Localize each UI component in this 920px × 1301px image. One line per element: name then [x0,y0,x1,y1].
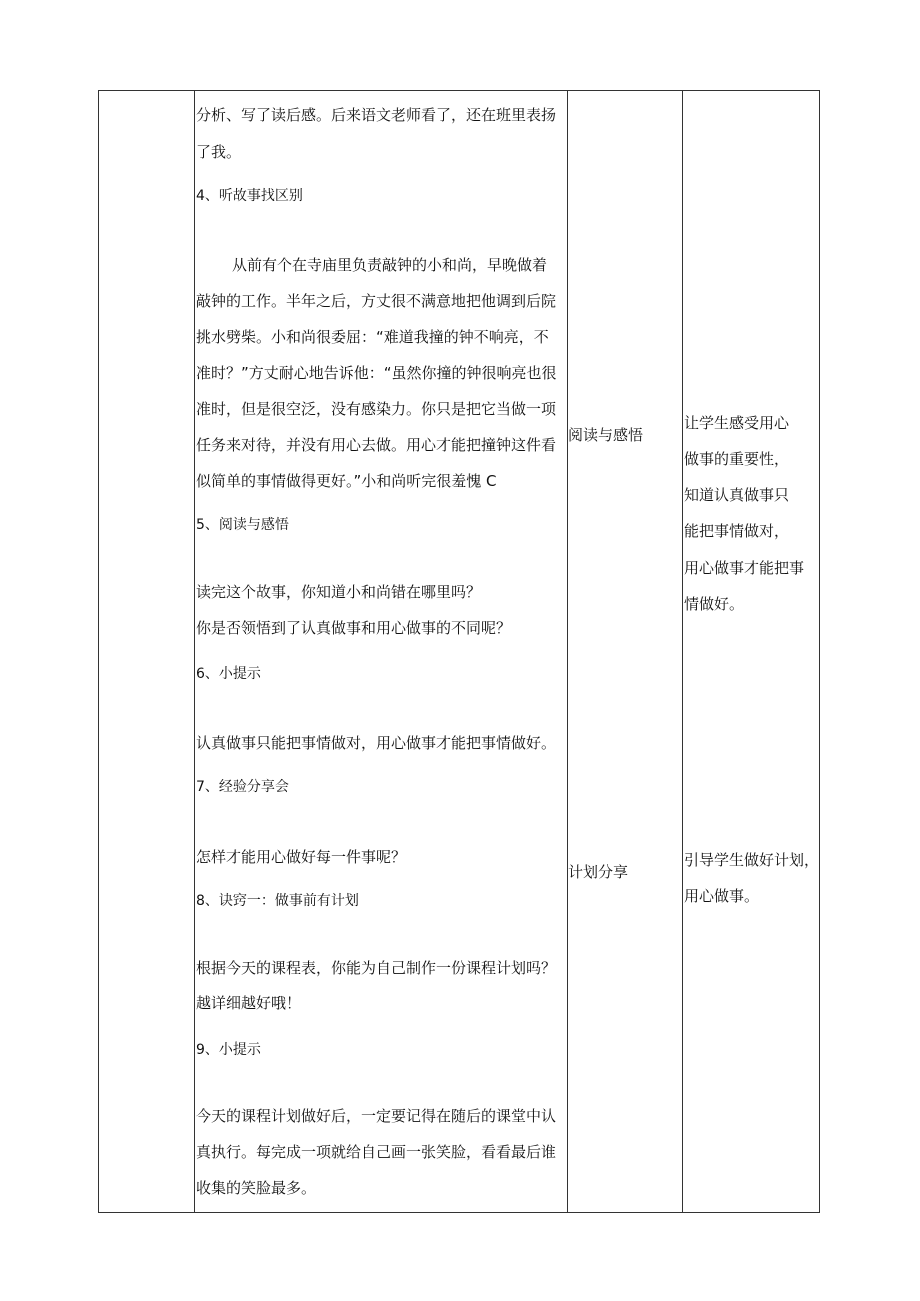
column-divider [682,91,683,1212]
content-line: 真执行。每完成一项就给自己画一张笑脸，看看最后谁 [196,1143,557,1161]
activity-label: 计划分享 [568,863,629,881]
content-line: 认真做事只能把事情做对，用心做事才能把事情做好。 [196,734,557,752]
content-line: 准时，但是很空泛，没有感染力。你只是把它当做一项 [196,400,557,418]
column-divider [194,91,195,1212]
intent-line: 能把事情做对， [684,522,790,540]
content-line: 怎样才能用心做好每一件事呢？ [196,848,407,866]
content-line: 根据今天的课程表，你能为自己制作一份课程计划吗？ [196,959,557,977]
content-line: 敲钟的工作。半年之后，方丈很不满意地把他调到后院 [196,292,557,310]
content-line: 今天的课程计划做好后，一定要记得在随后的课堂中认 [196,1107,557,1125]
activity-label: 阅读与感悟 [568,426,644,444]
student-activity-cell [568,91,681,1212]
section-heading: 6、小提示 [196,666,261,682]
content-line: 越详细越好哦！ [196,994,302,1012]
section-heading: 7、经验分享会 [196,779,289,795]
content-line: 你是否领悟到了认真做事和用心做事的不同呢？ [196,619,512,637]
design-intent-cell [684,91,819,1212]
empty-cell [99,91,194,1212]
content-line: 准时？”方丈耐心地告诉他：“虽然你撞的钟很响亮也很 [196,364,557,382]
section-heading: 4、听故事找区别 [196,188,303,204]
intent-line: 用心做事。 [684,887,760,905]
section-heading: 5、阅读与感悟 [196,517,289,533]
content-line: 了我。 [196,143,242,161]
lesson-table [98,90,820,1213]
content-line: 似简单的事情做得更好。”小和尚听完很羞愧 C [196,472,497,490]
section-heading: 9、小提示 [196,1042,261,1058]
content-line: 从前有个在寺庙里负责敲钟的小和尚，早晚做着 [232,256,548,274]
section-heading: 8、诀窍一：做事前有计划 [196,893,359,909]
intent-line: 让学生感受用心 [684,414,790,432]
intent-line: 用心做事才能把事 [684,559,805,577]
content-line: 收集的笑脸最多。 [196,1179,317,1197]
teaching-content-cell [196,91,566,1212]
intent-line: 情做好。 [684,595,745,613]
content-line: 挑水劈柴。小和尚很委屈：“难道我撞的钟不响亮，不 [196,328,549,346]
content-line: 分析、写了读后感。后来语文老师看了，还在班里表扬 [196,106,557,124]
intent-line: 知道认真做事只 [684,486,790,504]
intent-line: 做事的重要性， [684,450,790,468]
content-line: 任务来对待，并没有用心去做。用心才能把撞钟这件看 [196,436,557,454]
intent-line: 引导学生做好计划， [684,851,820,869]
content-line: 读完这个故事，你知道小和尚错在哪里吗？ [196,583,482,601]
